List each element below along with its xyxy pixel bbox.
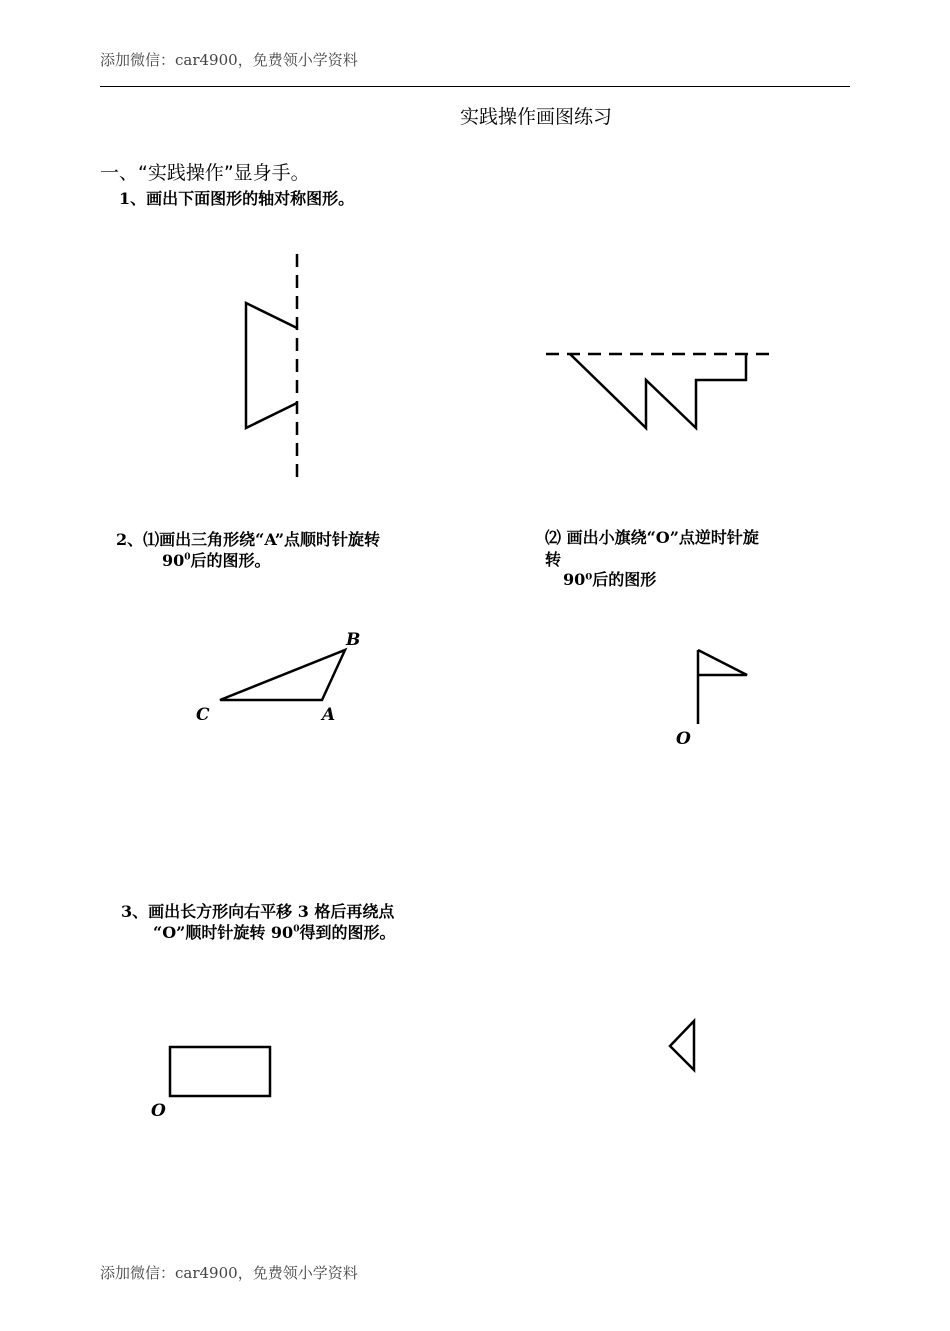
q3-degree: 0 [293,924,300,935]
flag-label-o: O [676,729,691,749]
question-2-part1-line2 [162,548,271,571]
q3-rectangle [170,1047,270,1096]
q2-part1-number: 90 [162,551,185,570]
question-2-part1-line1: 2、⑴画出三角形绕“A”点顺时针旋转 [116,530,381,549]
q3-line2-rest: 得到的图形。 [299,923,396,942]
page-title: 实践操作画图练习 [460,106,613,128]
q2-triangle [220,650,345,700]
q1-figure-left [246,254,297,480]
section-heading: 一、“实践操作”显身手。 [100,162,310,184]
page-footer: 添加微信：car4900，免费领小学资料 [100,1264,358,1282]
flag-cloth [698,650,747,675]
q1-left-shape [246,303,297,428]
q1-right-shape [570,354,746,428]
q3-line2-pre: “O”顺时针旋转 90 [153,923,294,942]
question-2-part2-line3-clipped: 90⁰后的图形 [563,570,657,589]
question-3-line2 [153,920,395,943]
triangle-abc [220,650,345,700]
question-3-line1: 3、画出长方形向右平移 3 格后再绕点 [121,902,395,921]
rectangle-label-o: O [151,1101,166,1121]
question-2-part2-line1: ⑵ 画出小旗绕“O”点逆时针旋 [545,528,759,547]
q3-small-triangle [670,1021,694,1070]
question-1-text: 1、画出下面图形的轴对称图形。 [119,189,355,208]
page-header: 添加微信：car4900，免费领小学资料 [100,51,358,69]
small-triangle-shape [670,1021,694,1070]
q2-part1-rest: 后的图形。 [190,551,271,570]
q1-figure-right [546,354,772,428]
q2-flag [698,650,747,724]
q2-part1-degree: 0 [184,552,191,563]
triangle-label-c: C [196,705,210,725]
triangle-label-b: B [346,630,361,650]
triangle-label-a: A [322,705,336,725]
question-2-part2-line2: 转 [545,550,562,569]
rectangle-shape [170,1047,270,1096]
